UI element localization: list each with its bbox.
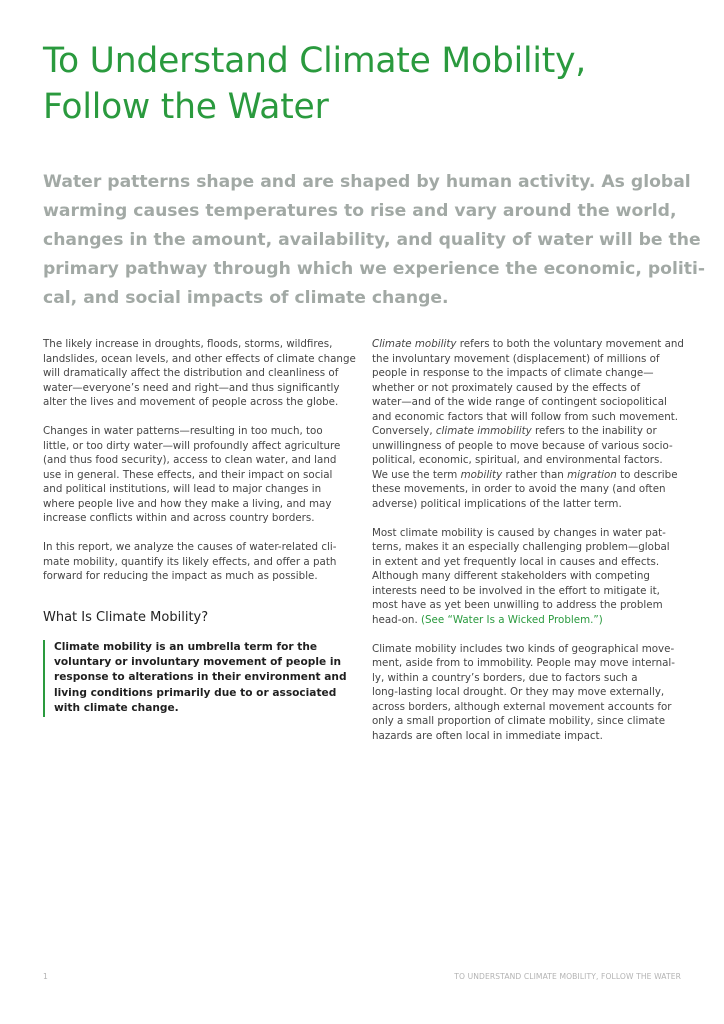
text-line: water—everyone’s need and right—and thus significantly xyxy=(43,381,340,394)
text-line: the involuntary movement (displacement) of millions of xyxy=(372,352,660,365)
text-line: landslides, ocean levels, and other effects of climate change xyxy=(43,352,356,365)
text-line: people in response to the impacts of climate change— xyxy=(372,367,654,379)
text-line: Although many different stakeholders with competing xyxy=(372,570,650,582)
text-line: these movements, in order to avoid the many (and often xyxy=(372,483,666,495)
text-line: will dramatically affect the distribution and cleanliness of xyxy=(43,367,339,379)
body-paragraph xyxy=(372,642,684,744)
text-line: political, economic, spiritual, and environmental factors. xyxy=(372,454,663,466)
text-line: The likely increase in droughts, floods, storms, wildfires, xyxy=(43,338,333,350)
text-line: ment, aside from to immobility. People may move internal- xyxy=(372,657,675,669)
text-line: and economic factors that will follow from such movement. xyxy=(372,410,679,423)
body-paragraph xyxy=(43,540,353,584)
term-emphasis: Climate mobility xyxy=(372,338,457,350)
lead-line: cal, and social impacts of climate change. xyxy=(43,288,449,308)
callout-line: voluntary or involuntary movement of people in xyxy=(54,655,342,668)
left-column xyxy=(43,337,356,717)
text-line: terns, makes it an especially challenging problem—global xyxy=(372,541,670,553)
body-paragraph xyxy=(372,526,684,628)
term-emphasis: mobility xyxy=(460,468,503,481)
lead-line: warming causes temperatures to rise and vary around the world, xyxy=(43,201,677,221)
title-line: To Understand Climate Mobility, xyxy=(43,41,587,81)
text-line: adverse) political implications of the latter term. xyxy=(372,497,622,510)
lead-line: Water patterns shape and are shaped by human activity. As global xyxy=(43,172,691,192)
title-line: Follow the Water xyxy=(43,87,329,127)
text-fragment: to describe xyxy=(616,468,678,481)
text-line: increase conflicts within and across country borders. xyxy=(43,512,315,524)
callout-line: Climate mobility is an umbrella term for the xyxy=(54,640,318,653)
text-line: long-lasting local drought. Or they may move externally, xyxy=(372,686,665,698)
text-line xyxy=(372,613,684,628)
text-line: mate mobility, quantify its likely effects, and offer a path xyxy=(43,555,337,568)
text-line: In this report, we analyze the causes of water-related cli- xyxy=(43,541,337,553)
body-paragraph xyxy=(43,424,353,526)
text-line: Changes in water patterns—resulting in too much, too xyxy=(43,425,323,437)
lead-line: changes in the amount, availability, and quality of water will be the xyxy=(43,230,701,250)
right-column xyxy=(372,337,684,758)
page-number: 1 xyxy=(43,972,48,981)
text-line: Most climate mobility is caused by changes in water pat- xyxy=(372,526,666,539)
page-title xyxy=(43,38,683,130)
text-fragment: Conversely, xyxy=(372,425,436,437)
text-line: ly, within a country’s borders, due to factors such a xyxy=(372,671,638,684)
text-fragment: head-on. xyxy=(372,613,421,626)
text-line: unwillingness of people to move because of various socio- xyxy=(372,439,673,452)
text-line: little, or too dirty water—will profoundly affect agriculture xyxy=(43,439,341,452)
text-line: forward for reducing the impact as much as possible. xyxy=(43,570,318,582)
cross-reference-link[interactable]: (See “Water Is a Wicked Problem.”) xyxy=(421,613,603,626)
text-line: interests need to be involved in the effort to mitigate it, xyxy=(372,584,660,597)
callout-line: living conditions primarily due to or associated xyxy=(54,686,337,699)
body-paragraph xyxy=(372,337,684,511)
text-line: and political institutions, will lead to major changes in xyxy=(43,483,322,495)
text-line: where people live and how they make a living, and may xyxy=(43,497,332,510)
text-line: Climate mobility includes two kinds of geographical move- xyxy=(372,642,675,655)
text-line: use in general. These effects, and their impact on social xyxy=(43,468,333,481)
text-line: only a small proportion of climate mobility, since climate xyxy=(372,715,666,727)
text-fragment: refers to both the voluntary movement and xyxy=(456,338,684,350)
text-fragment: rather than xyxy=(502,468,568,481)
text-fragment: We use the term xyxy=(372,468,461,481)
definition-callout xyxy=(43,640,353,717)
text-line: hazards are often local in immediate impact. xyxy=(372,729,603,742)
term-emphasis: climate immobility xyxy=(435,425,532,437)
text-line: alter the lives and movement of people across the globe. xyxy=(43,396,339,408)
lead-line: primary pathway through which we experience the economic, politi- xyxy=(43,259,705,279)
text-line: in extent and yet frequently local in causes and effects. xyxy=(372,555,660,568)
callout-line: with climate change. xyxy=(54,702,179,715)
section-heading: What Is Climate Mobility? xyxy=(43,609,209,625)
text-line: across borders, although external movement accounts for xyxy=(372,700,672,713)
text-fragment: refers to the inability or xyxy=(531,425,657,437)
lead-paragraph xyxy=(43,168,705,313)
text-line xyxy=(372,337,684,352)
text-line: (and thus food security), access to clean water, and land xyxy=(43,454,337,466)
body-paragraph xyxy=(43,337,356,410)
text-line xyxy=(372,468,684,483)
running-title: TO UNDERSTAND CLIMATE MOBILITY, FOLLOW THE WATER xyxy=(454,972,681,981)
text-line: water—and of the wide range of contingent sociopolitical xyxy=(372,396,667,408)
callout-line: response to alterations in their environment and xyxy=(54,671,347,684)
term-emphasis: migration xyxy=(567,468,617,481)
text-line: most have as yet been unwilling to address the problem xyxy=(372,599,663,611)
text-line xyxy=(372,424,684,439)
text-line: whether or not proximately caused by the effects of xyxy=(372,381,641,394)
